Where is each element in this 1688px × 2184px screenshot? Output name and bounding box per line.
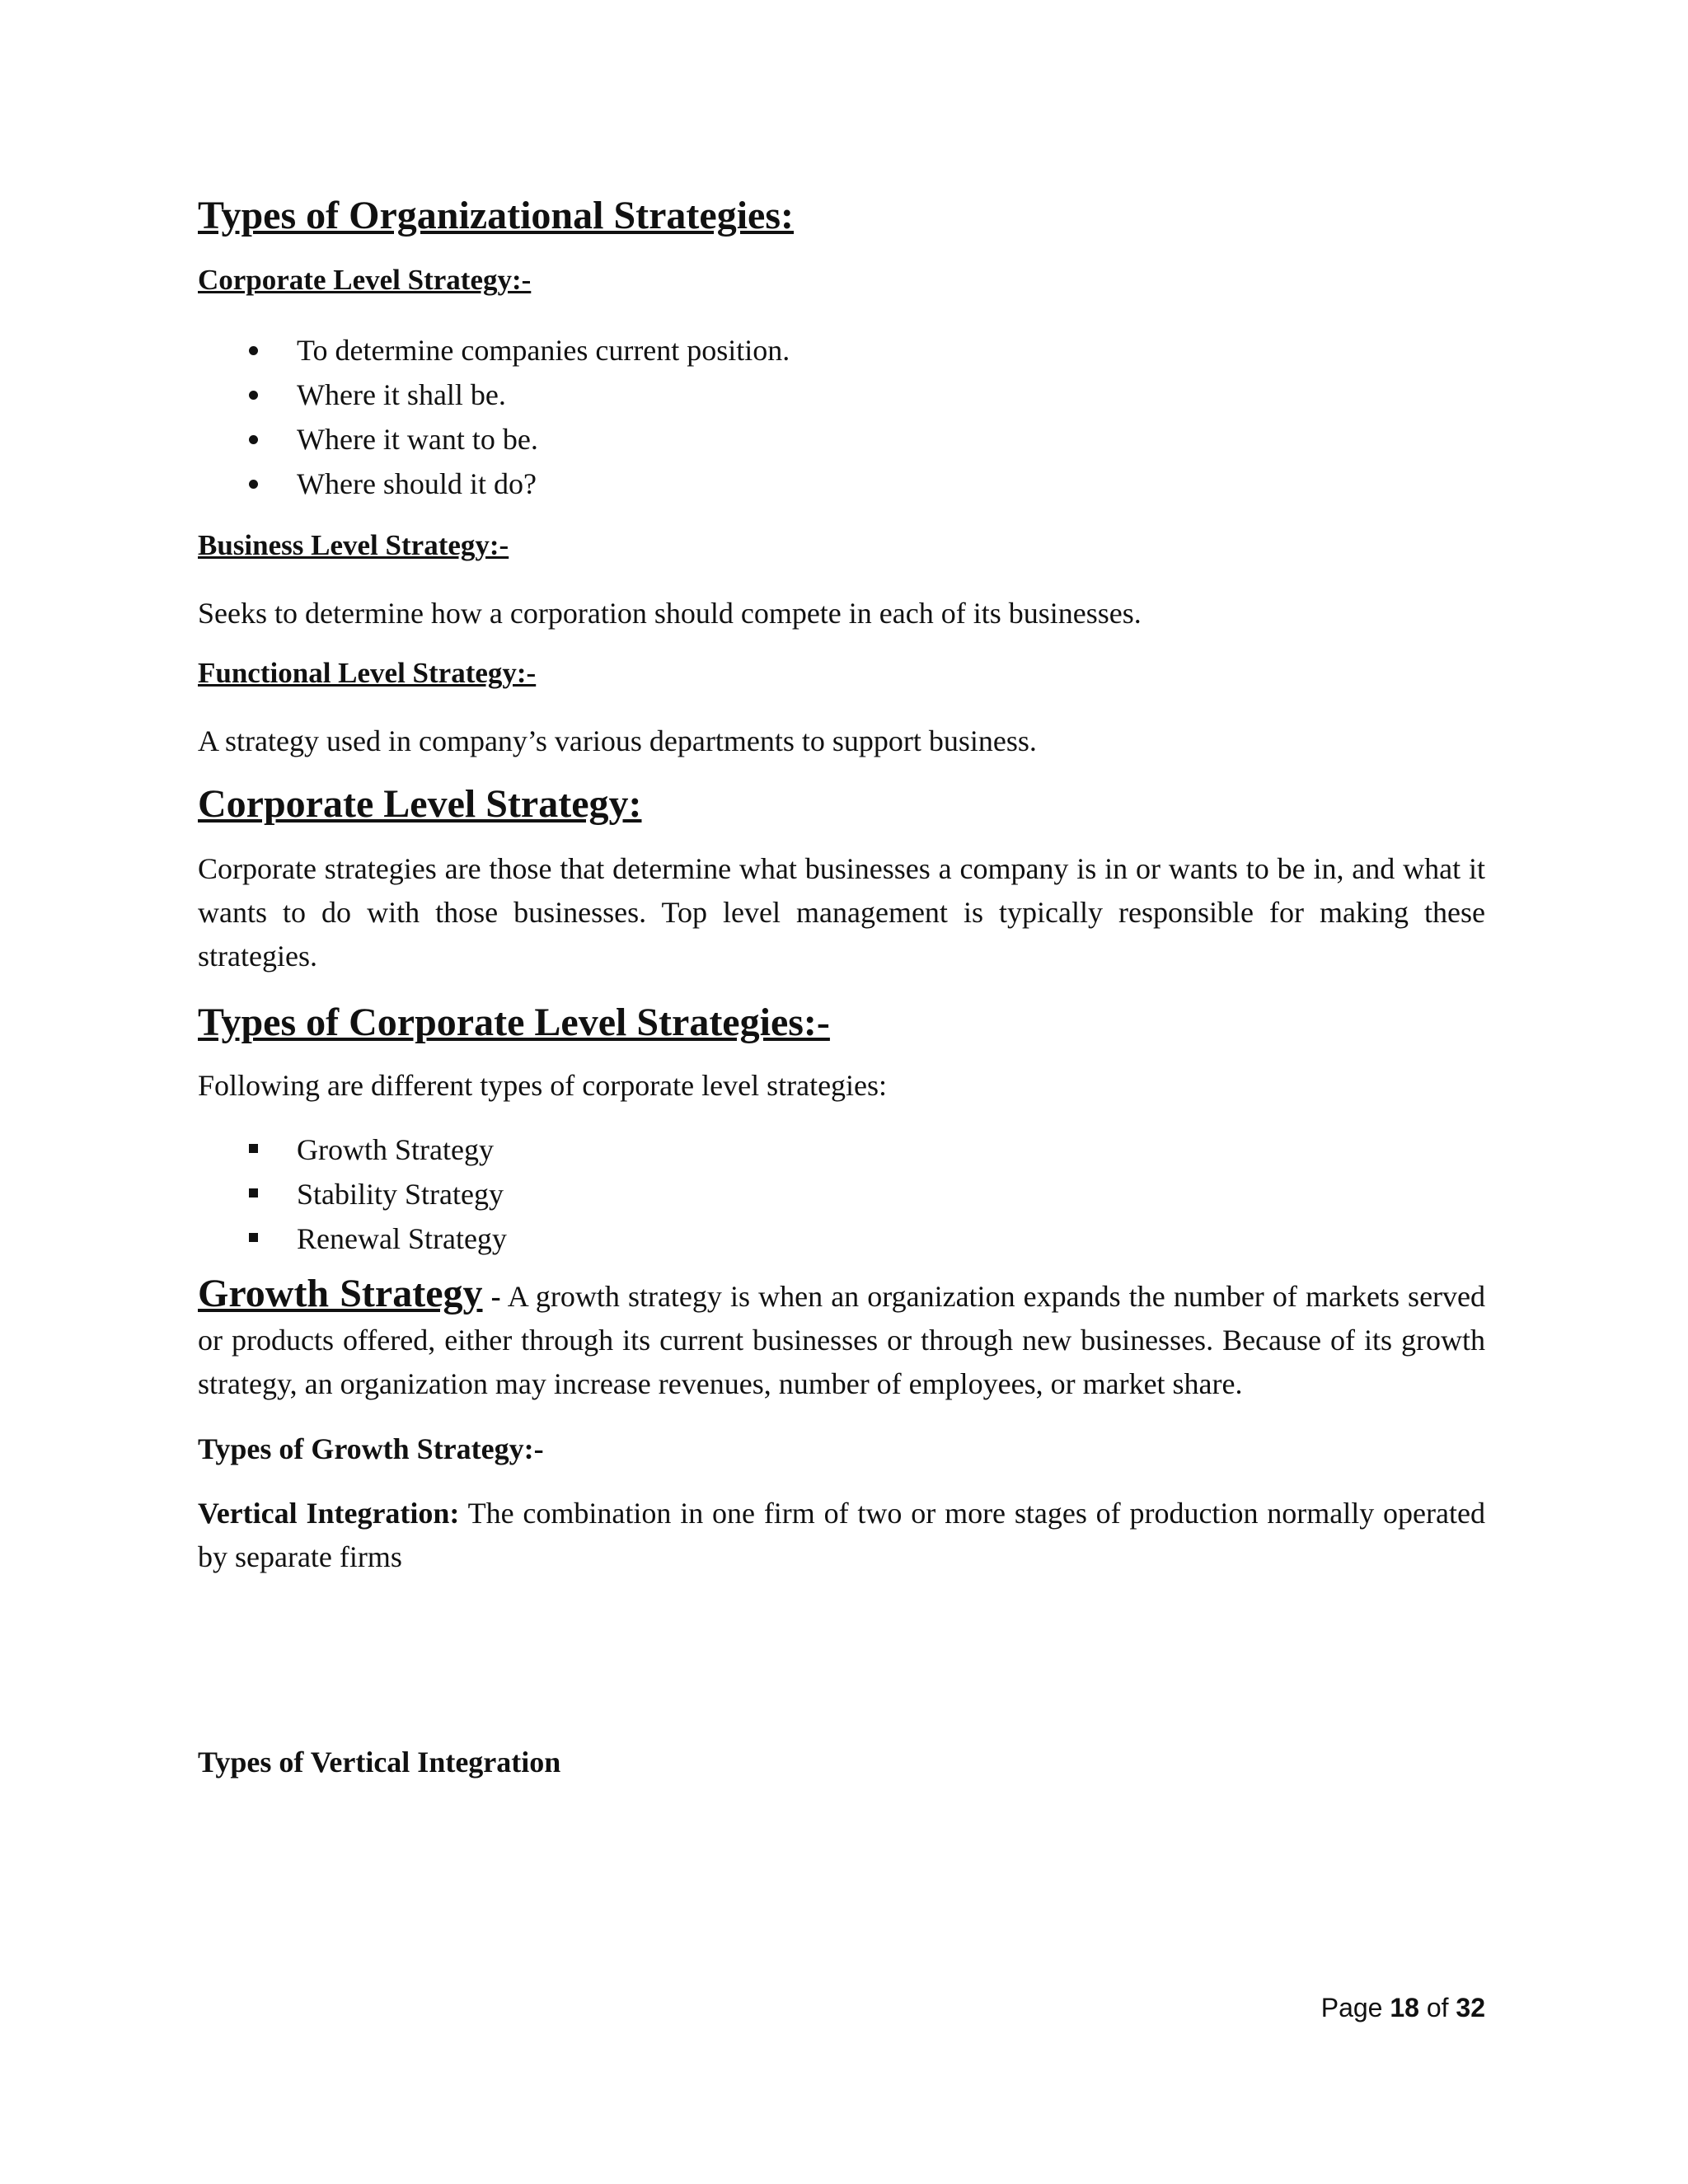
heading-types-vertical-integration: Types of Vertical Integration	[198, 1746, 561, 1779]
growth-dash: -	[490, 1280, 501, 1313]
vertical-integration-label: Vertical Integration:	[198, 1497, 460, 1530]
corporate-strategy-types-list	[198, 1127, 1485, 1261]
functional-level-text: A strategy used in company’s various departments to support business.	[198, 724, 1037, 757]
growth-strategy-paragraph	[198, 1271, 1485, 1406]
list-item: Where it shall be.	[198, 373, 1485, 417]
heading-types-growth-strategy: Types of Growth Strategy:-	[198, 1432, 544, 1465]
types-intro-text: Following are different types of corporate level strategies:	[198, 1069, 888, 1102]
document-page	[198, 190, 1485, 1780]
list-item: To determine companies current position.	[198, 328, 1485, 373]
bullet-square-icon	[249, 1188, 258, 1197]
bullet-square-icon	[249, 1144, 258, 1153]
bullet-dot-icon	[249, 435, 258, 444]
list-item: Growth Strategy	[198, 1127, 1485, 1172]
list-item: Where it want to be.	[198, 417, 1485, 462]
corporate-level-paragraph: Corporate strategies are those that determine what businesses a company is in or wants to be in, and what it wants to do with those businesses. Top level management is typically responsible for making these strategies.	[198, 852, 1485, 972]
growth-strategy-text: A growth strategy is when an organization expands the number of markets served or products offered, either through its current businesses or through new businesses. Because of its growth strategy, an organization may increase revenues, number of employees, or market share.	[198, 1280, 1486, 1400]
business-level-text: Seeks to determine how a corporation should compete in each of its businesses.	[198, 597, 1142, 630]
section-title-corporate-level-strategy: Corporate Level Strategy:	[198, 782, 642, 826]
bullet-square-icon	[249, 1233, 258, 1242]
bullet-dot-icon	[249, 480, 258, 489]
heading-corporate-level-strategy: Corporate Level Strategy:-	[198, 264, 532, 296]
section-title-types-corporate-strategies: Types of Corporate Level Strategies:-	[198, 1001, 830, 1044]
page-number-footer: Page 18 of 32	[1320, 1993, 1485, 2022]
list-item: Stability Strategy	[198, 1172, 1485, 1216]
list-item: Where should it do?	[198, 462, 1485, 506]
vertical-integration-text: The combination in one firm of two or more stages of production normally operated by separate firms	[198, 1497, 1485, 1573]
section-title-organizational-strategies: Types of Organizational Strategies:	[198, 194, 795, 237]
heading-business-level-strategy: Business Level Strategy:-	[198, 529, 509, 561]
growth-strategy-heading: Growth Strategy	[198, 1272, 483, 1315]
list-item: Renewal Strategy	[198, 1216, 1485, 1261]
vertical-integration-paragraph	[198, 1492, 1485, 1579]
heading-functional-level-strategy: Functional Level Strategy:-	[198, 657, 537, 689]
corporate-bullet-list	[198, 328, 1485, 506]
bullet-dot-icon	[249, 391, 258, 400]
bullet-dot-icon	[249, 346, 258, 355]
